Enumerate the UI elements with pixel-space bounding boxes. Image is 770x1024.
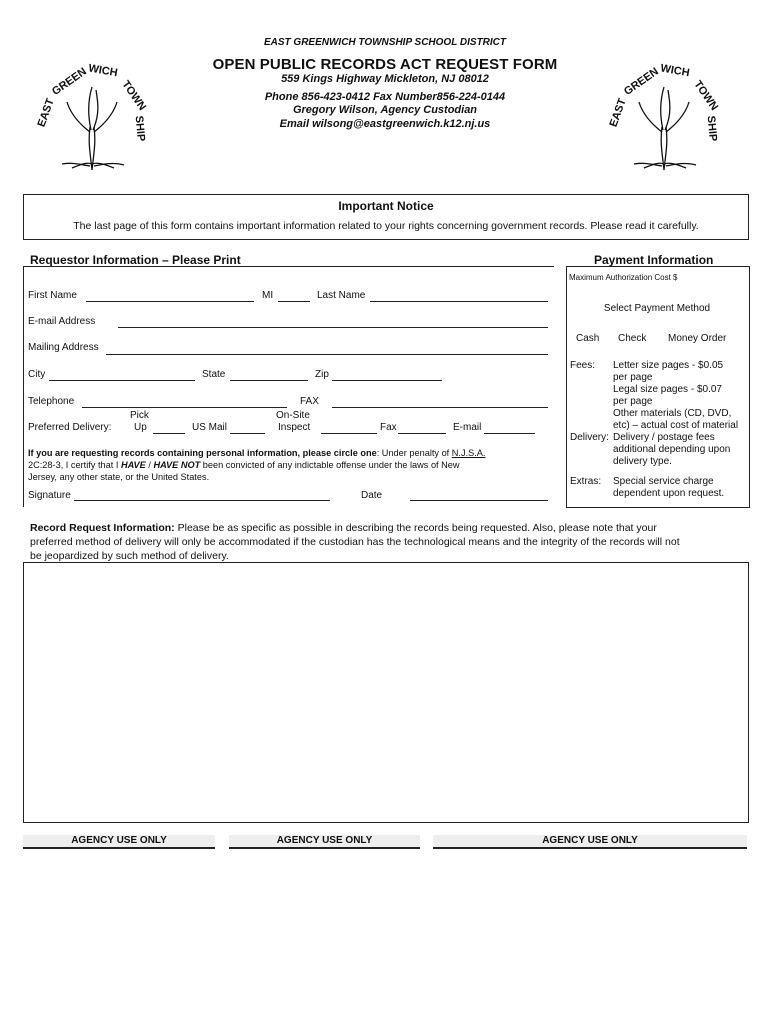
personal-info-line1 (28, 448, 485, 458)
telephone-label: Telephone (28, 396, 75, 407)
email-label: E-mail Address (28, 316, 96, 327)
record-request-line1 (30, 522, 657, 534)
statute-ref: 2C:28-3 (28, 460, 61, 470)
email-delivery-label: E-mail (453, 422, 482, 433)
agency-use-only-3: AGENCY USE ONLY (433, 835, 747, 849)
mailing-address-field[interactable] (106, 354, 548, 355)
personal-info-bold: If you are requesting records containing personal information, please circle one (28, 448, 377, 458)
fees-line2: per page (613, 372, 653, 383)
njsa-link: N.J.S.A. (451, 448, 486, 458)
record-request-text2: preferred method of delivery will only be accommodated if the custodian has the technological means and the integrity of the records will not (30, 536, 680, 548)
usmail-label: US Mail (192, 422, 228, 433)
inspect-label: Inspect (278, 422, 311, 433)
cash-option[interactable]: Cash (576, 333, 600, 344)
have-not-option[interactable]: HAVE NOT (153, 460, 201, 470)
signature-label: Signature (28, 490, 71, 501)
agency-use-only-2: AGENCY USE ONLY (229, 835, 420, 849)
first-name-label: First Name (28, 290, 77, 301)
fax-field[interactable] (332, 407, 548, 408)
state-field[interactable] (230, 380, 308, 381)
requestor-section (23, 266, 554, 507)
district-tree-logo-right (604, 52, 724, 172)
svg-text:TOWN: TOWN (119, 78, 149, 113)
pickup-label: Up (134, 422, 147, 433)
payment-heading: Payment Information (594, 253, 714, 267)
usmail-field[interactable] (230, 433, 265, 434)
last-name-label: Last Name (317, 290, 366, 301)
svg-text:EAST: EAST (35, 96, 57, 129)
max-auth-label: Maximum Authorization Cost $ (569, 273, 678, 282)
extras-line1: Special service charge (613, 476, 714, 487)
date-label: Date (361, 490, 383, 501)
svg-text:WICH: WICH (87, 62, 119, 80)
district-name: EAST GREENWICH TOWNSHIP SCHOOL DISTRICT (263, 37, 507, 48)
fees-line5: Other materials (CD, DVD, (613, 408, 732, 419)
record-request-text1: Please be as specific as possible in describing the records being requested. Also, please note that your (174, 522, 657, 534)
record-request-heading: Record Request Information: (30, 522, 175, 534)
custodian: Gregory Wilson, Agency Custodian (292, 104, 478, 116)
first-name-field[interactable] (86, 301, 254, 302)
fees-line3: Legal size pages - $0.07 (613, 384, 722, 395)
notice-title: Important Notice (338, 199, 434, 213)
important-notice-box (23, 194, 749, 240)
delivery-line3: delivery type. (613, 456, 672, 467)
mi-label: MI (262, 290, 274, 301)
fax-delivery-label: Fax (380, 422, 397, 433)
inspect-field[interactable] (321, 433, 377, 434)
extras-label: Extras: (570, 476, 602, 487)
personal-info-line3: Jersey, any other state, or the United States. (28, 472, 210, 482)
fees-line6: etc) – actual cost of material (613, 420, 739, 431)
onsite-label: On-Site (276, 410, 310, 421)
telephone-field[interactable] (82, 407, 287, 408)
state-label: State (202, 369, 226, 380)
have-option[interactable]: HAVE (120, 460, 146, 470)
check-option[interactable]: Check (618, 333, 647, 344)
requestor-heading: Requestor Information – Please Print (30, 253, 241, 267)
fees-label: Fees: (570, 360, 596, 371)
preferred-delivery-label: Preferred Delivery: (28, 422, 112, 433)
address: 559 Kings Highway Mickleton, NJ 08012 (281, 73, 489, 85)
zip-field[interactable] (332, 380, 442, 381)
email-field[interactable] (118, 327, 548, 328)
mi-field[interactable] (278, 301, 310, 302)
pick-label: Pick (130, 410, 149, 421)
email: Email wilsong@eastgreenwich.k12.nj.us (279, 118, 491, 130)
district-tree-logo-left (32, 52, 152, 172)
svg-text:WICH: WICH (659, 62, 691, 80)
svg-text:SHIP: SHIP (704, 115, 719, 142)
email-delivery-field[interactable] (484, 433, 535, 434)
select-payment-label: Select Payment Method (603, 303, 711, 314)
pickup-field[interactable] (153, 433, 185, 434)
last-name-field[interactable] (370, 301, 548, 302)
mailing-address-label: Mailing Address (28, 342, 99, 353)
extras-line2: dependent upon request. (613, 488, 725, 499)
notice-body: The last page of this form contains important information related to your rights concerning government records. Please read it carefully. (73, 220, 699, 232)
fax-label: FAX (300, 396, 319, 407)
record-request-textarea[interactable] (23, 562, 749, 823)
city-label: City (28, 369, 46, 380)
form-title: OPEN PUBLIC RECORDS ACT REQUEST FORM (212, 56, 558, 73)
zip-label: Zip (315, 369, 329, 380)
fees-line1: Letter size pages - $0.05 (613, 360, 724, 371)
svg-text:EAST: EAST (607, 96, 629, 129)
money-order-option[interactable]: Money Order (668, 333, 727, 344)
certify-text: , I certify that I (60, 460, 121, 470)
svg-text:SHIP: SHIP (132, 115, 147, 142)
record-request-text3: be jeopardized by such method of delivery. (30, 550, 229, 562)
delivery-line2: additional depending upon (613, 444, 731, 455)
signature-field[interactable] (74, 500, 330, 501)
delivery-line1: Delivery / postage fees (613, 432, 715, 443)
fax-delivery-field[interactable] (398, 433, 446, 434)
svg-text:TOWN: TOWN (691, 78, 721, 113)
personal-info-penalty: : Under penalty of (376, 448, 452, 458)
conviction-text: been convicted of any indictable offense under the laws of New (200, 460, 460, 470)
svg-text:GREEN: GREEN (621, 65, 661, 98)
agency-use-only-1: AGENCY USE ONLY (23, 835, 215, 849)
fees-line4: per page (613, 396, 653, 407)
delivery-label: Delivery: (570, 432, 609, 443)
slash: / (145, 460, 154, 470)
date-field[interactable] (410, 500, 548, 501)
city-field[interactable] (49, 380, 195, 381)
svg-text:GREEN: GREEN (49, 65, 89, 98)
phone-fax: Phone 856-423-0412 Fax Number856-224-0144 (264, 91, 506, 103)
personal-info-line2 (28, 460, 460, 470)
